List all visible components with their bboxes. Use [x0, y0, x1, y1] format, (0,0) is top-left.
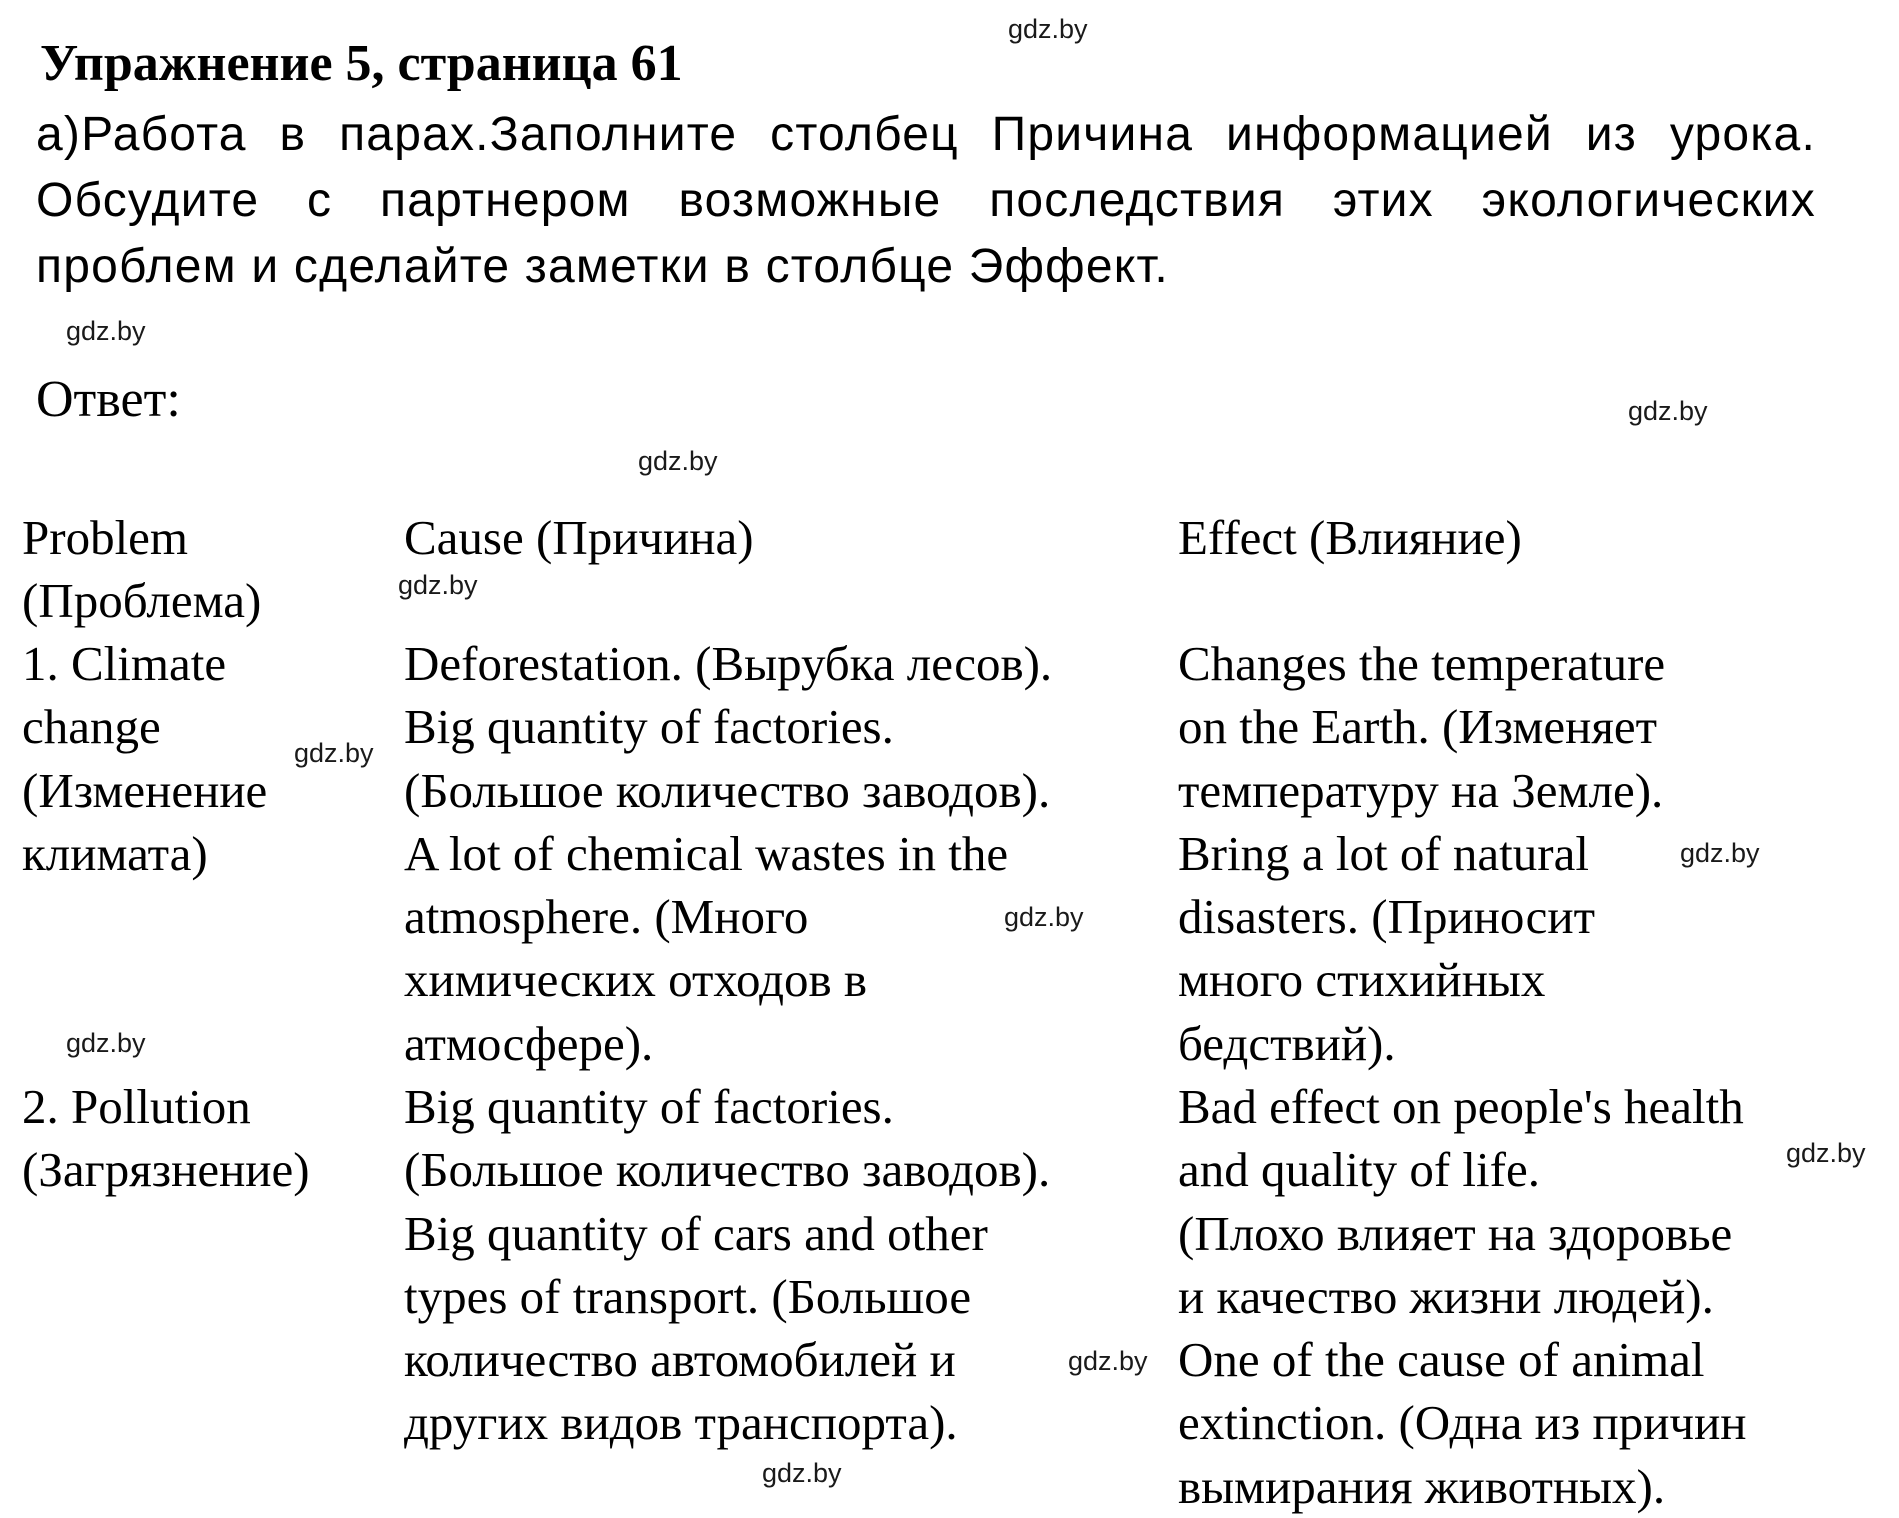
header-cause: Cause (Причина) [404, 510, 754, 565]
watermark: gdz.by [1786, 1138, 1866, 1168]
watermark: gdz.by [1680, 838, 1760, 868]
watermark: gdz.by [638, 446, 718, 476]
row-2-cause: Big quantity of factories. (Большое количество заводов). Big quantity of cars and other types of transport. (Большое количество автомобилей и других видов транспорта). [404, 1079, 1051, 1451]
row-1-cause: Deforestation. (Вырубка лесов). Big quantity of factories. (Большое количество заводов). A lot of chemical wastes in the atmosphere. (Много химических отходов в атмосфере). [404, 636, 1053, 1071]
answer-label: Ответ: [36, 371, 181, 428]
row-2-effect: Bad effect on people's health and quality of life. (Плохо влияет на здоровье и качество жизни людей). One of the cause of animal extinction. (Одна из причин вымирания животных). [1178, 1079, 1747, 1514]
watermark: gdz.by [1628, 396, 1708, 426]
header-effect: Effect (Влияние) [1178, 510, 1522, 565]
watermark: gdz.by [762, 1458, 842, 1488]
watermark: gdz.by [398, 570, 478, 600]
row-1-problem: 1. Climate change (Изменение климата) [22, 636, 268, 881]
row-1-effect: Changes the temperature on the Earth. (Изменяет температуру на Земле). Bring a lot of natural disasters. (Приносит много стихийных бедствий). [1178, 636, 1666, 1071]
watermark: gdz.by [66, 1028, 146, 1058]
exercise-title: Упражнение 5, страница 61 [40, 35, 683, 92]
task-text: а)Работа в парах.Заполните столбец Причина информацией из урока. Обсудите с партнером возможные последствия этих экологических проблем и сделайте заметки в столбце Эффект. [36, 108, 1816, 293]
watermark: gdz.by [1068, 1346, 1148, 1376]
header-problem: Problem (Проблема) [22, 510, 262, 629]
watermark: gdz.by [1004, 902, 1084, 932]
row-2-problem: 2. Pollution (Загрязнение) [22, 1079, 310, 1198]
watermark: gdz.by [66, 316, 146, 346]
watermark: gdz.by [294, 738, 374, 768]
watermark: gdz.by [1008, 14, 1088, 44]
